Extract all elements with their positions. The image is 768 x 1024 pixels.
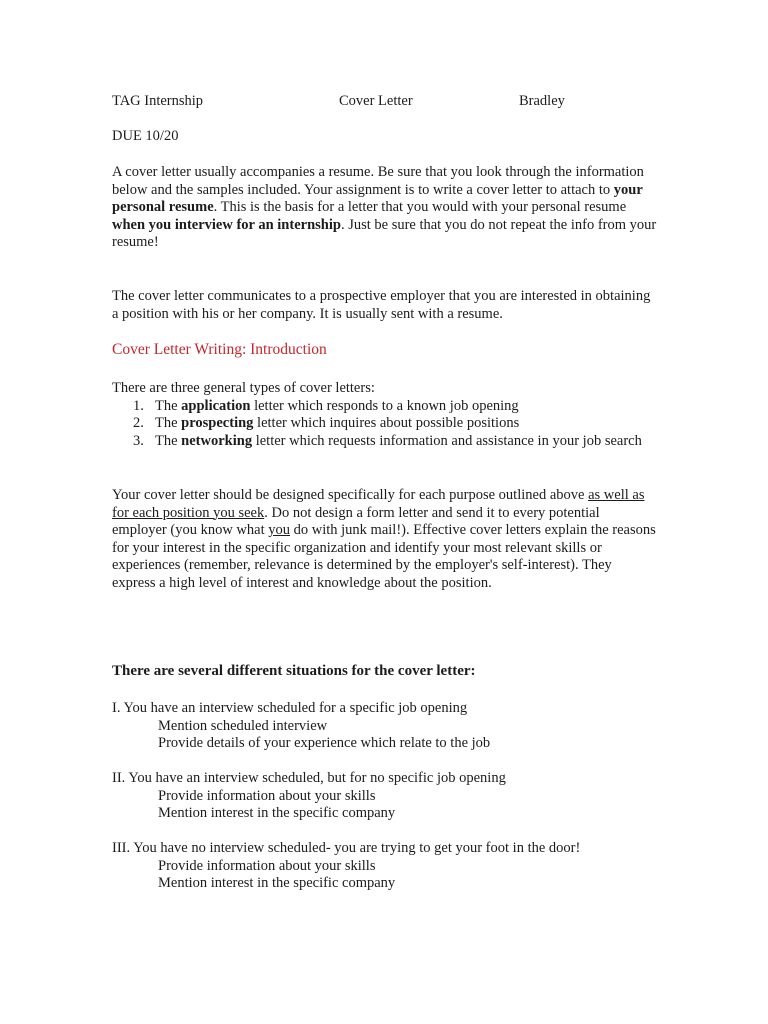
intro-text-2: . This is the basis for a letter that you would with your personal resume [213,199,627,216]
situation-title: I. You have an interview scheduled for a specific job opening [112,700,468,716]
types-list [112,398,657,451]
design-paragraph [112,487,657,593]
header-title: Cover Letter [339,93,413,109]
situation-point: Mention scheduled interview [158,717,328,734]
purpose-paragraph: The cover letter communicates to a prospective employer that you are interested in obtaining a position with his or her company. It is usually sent with a resume. [112,288,651,322]
intro-text-1: A cover letter usually accompanies a resume. Be sure that you look through the information below and the samples included. Your assignment is to write a cover letter to attach to [112,164,644,198]
situation-2 [112,770,506,823]
list-bold: prospecting [181,415,254,432]
header-teacher: Bradley [519,93,565,109]
situation-title: II. You have an interview scheduled, but for no specific job opening [112,770,506,786]
list-bold: networking [181,432,253,449]
intro-bold-1: your personal resume [112,181,643,216]
list-post: letter which requests information and assistance in your job search [252,432,642,449]
situation-point: Provide information about your skills [158,857,376,874]
design-text-2: . Do not design a form letter and send it to every potential employer (you know what [112,504,600,539]
design-text-3: do with junk mail!). Effective cover letters explain the reasons for your interest in the specific organization and identify your most relevant skills or experiences (remember, relevance is determined by the employer's self-interest). They express a high level of interest and knowledge about the position. [112,522,656,591]
intro-paragraph [112,164,657,252]
situations-heading: There are several different situations for the cover letter: [112,663,476,679]
list-bold: application [181,397,251,414]
list-item [112,398,657,416]
list-item [112,415,657,433]
situation-3 [112,840,580,893]
situation-point: Mention interest in the specific company [158,805,396,822]
list-item [112,433,657,451]
design-underline-2: you [268,522,290,539]
situation-1 [112,700,490,753]
list-pre: The [155,415,182,432]
design-underline-1: as well as for each position you seek [112,487,645,521]
types-lead: There are three general types of cover letters: [112,380,375,396]
list-post: letter which responds to a known job opening [250,397,519,414]
intro-bold-2: when you interview for an internship [112,216,341,233]
list-pre: The [155,432,182,449]
section-heading: Cover Letter Writing: Introduction [112,341,327,358]
list-pre: The [155,397,182,414]
header-course: TAG Internship [112,93,204,109]
document-header [112,93,657,111]
list-number: 2. [133,415,144,432]
due-date: DUE 10/20 [112,128,179,144]
situation-point: Mention interest in the specific company [158,875,396,892]
list-post: letter which inquires about possible positions [253,415,520,432]
list-number: 3. [133,432,144,449]
situation-title: III. You have no interview scheduled- you are trying to get your foot in the door! [112,840,581,856]
situation-point: Provide information about your skills [158,787,376,804]
types-block [112,380,657,450]
intro-text-3: . Just be sure that you do not repeat the info from your resume! [112,216,657,251]
design-text-1: Your cover letter should be designed specifically for each purpose outlined above [112,487,589,503]
situation-point: Provide details of your experience which relate to the job [158,735,491,752]
list-number: 1. [133,397,144,414]
